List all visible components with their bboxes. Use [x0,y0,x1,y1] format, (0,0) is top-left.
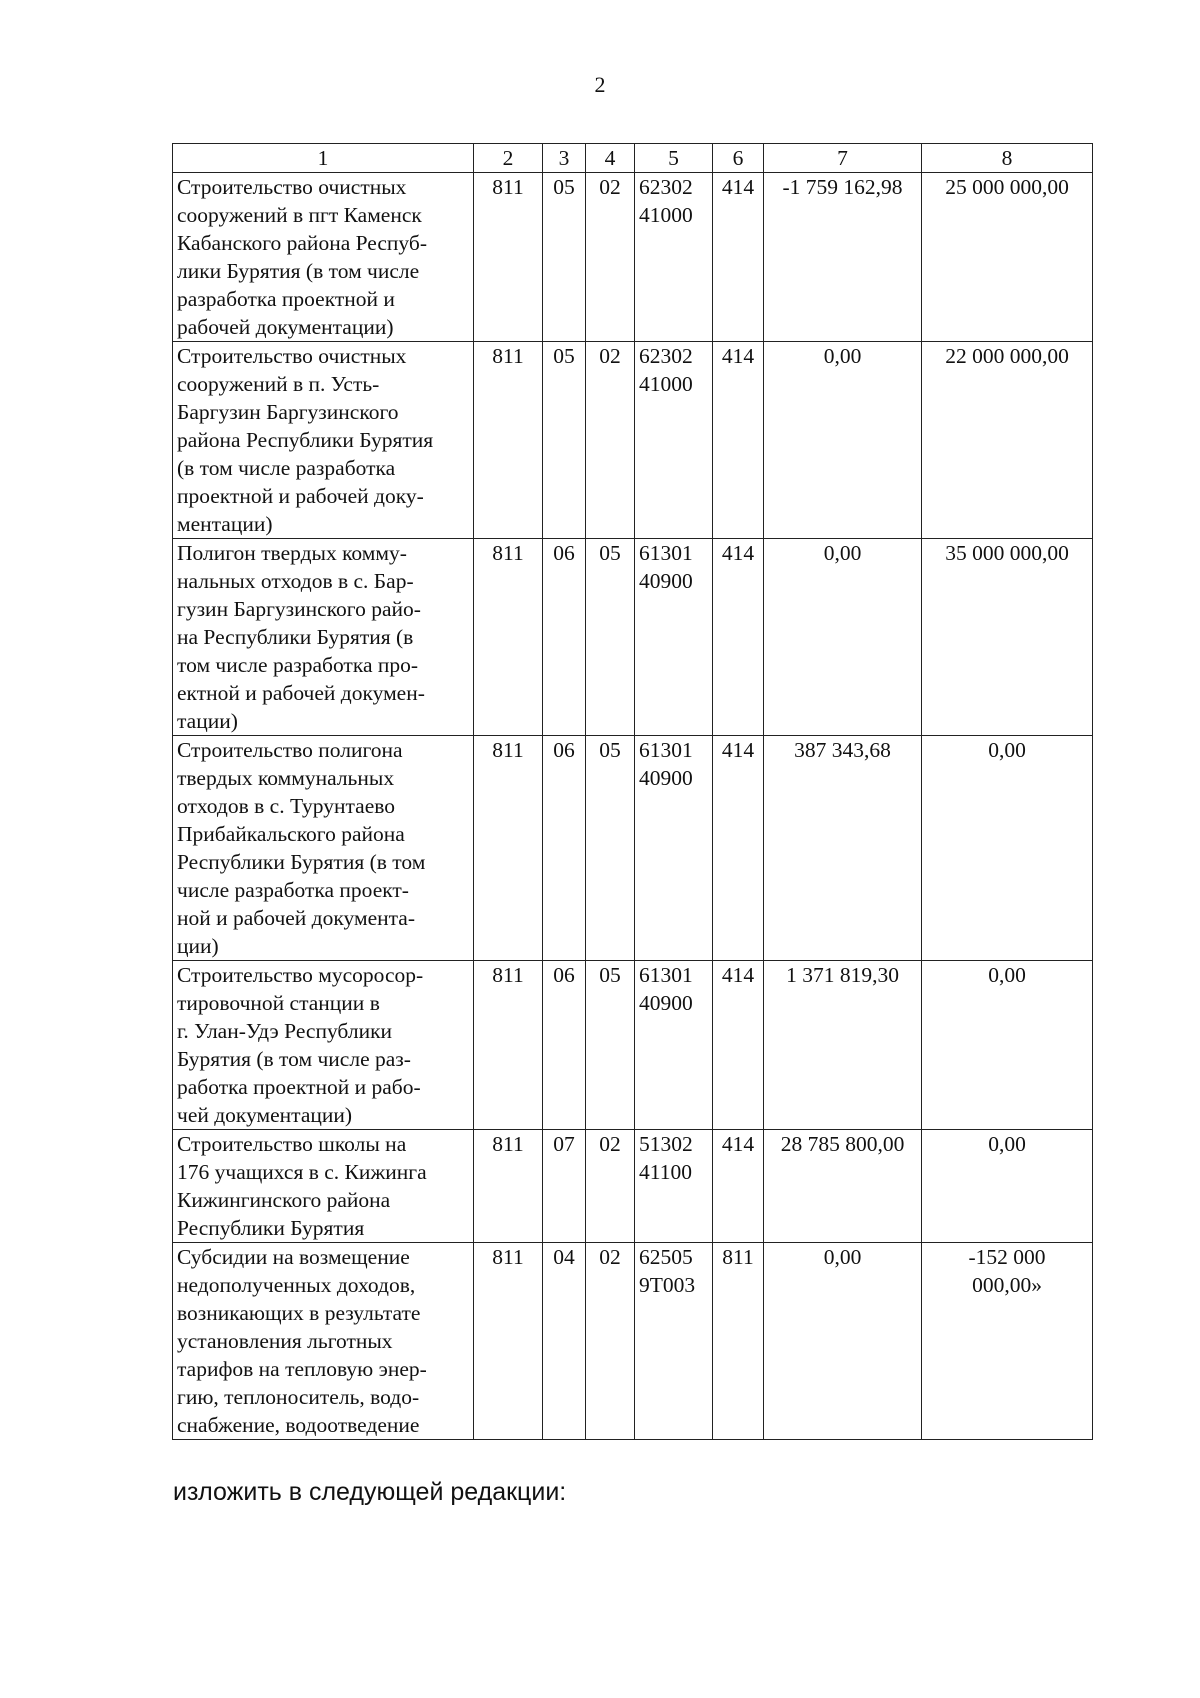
cell-line: разработка проектной и [177,287,395,311]
budget-table [172,143,1093,1440]
ministry-code-cell: 811 [474,342,543,539]
subsection-code-cell: 02 [586,1130,635,1243]
cell-line: работка проектной и рабо- [177,1075,421,1099]
cell-line: снабжение, водоотведение [177,1413,420,1437]
cell-line: установления льготных [177,1329,393,1353]
page-number: 2 [594,72,606,97]
cell-line: лики Бурятия (в том числе [177,259,420,283]
column-header: 4 [586,144,635,173]
cell-line: 62302 [639,344,693,368]
cell-line: 176 учащихся в с. Кижинга [177,1160,427,1184]
item-name-cell [173,342,474,539]
section-code-cell: 06 [543,961,586,1130]
amount-col7-cell: 0,00 [764,1243,922,1440]
cell-line: сооружений в пгт Каменск [177,203,422,227]
subsection-code-cell: 05 [586,961,635,1130]
cell-line: сооружений в п. Усть- [177,372,380,396]
cell-line: Строительство полигона [177,738,403,762]
cell-line: недополученных доходов, [177,1273,416,1297]
table-row [173,961,1093,1130]
cell-line: тировочной станции в [177,991,380,1015]
cell-line: ектной и рабочей докумен- [177,681,425,705]
table-body [173,173,1093,1440]
cell-line: на Республики Бурятия (в [177,625,414,649]
cell-line: Прибайкальского района [177,822,405,846]
cell-line: района Республики Бурятия [177,428,434,452]
item-name-cell [173,736,474,961]
amount-col8-cell: 0,00 [922,736,1093,961]
cell-line: 61301 [639,541,693,565]
expense-type-cell: 414 [713,342,764,539]
cell-line: 41000 [639,372,693,396]
target-article-cell [635,1130,713,1243]
section-code-cell: 07 [543,1130,586,1243]
amount-col7-cell: 0,00 [764,342,922,539]
target-article-cell [635,1243,713,1440]
ministry-code-cell: 811 [474,173,543,342]
cell-line: Кижингинского района [177,1188,391,1212]
cell-line: ции) [177,934,219,958]
item-name-cell [173,961,474,1130]
cell-line: Бурятия (в том числе раз- [177,1047,411,1071]
expense-type-cell: 414 [713,1130,764,1243]
cell-line: твердых коммунальных [177,766,395,790]
cell-line: 41000 [639,203,693,227]
cell-line: Кабанского района Респуб- [177,231,427,255]
expense-type-cell: 414 [713,539,764,736]
item-name-cell [173,173,474,342]
subsection-code-cell: 02 [586,173,635,342]
cell-line: 9Т003 [639,1273,696,1297]
table-row [173,1243,1093,1440]
cell-line: 61301 [639,963,693,987]
amount-col8-cell: 0,00 [922,1130,1093,1243]
amount-col7-cell: 28 785 800,00 [764,1130,922,1243]
cell-line: возникающих в результате [177,1301,421,1325]
target-article-cell [635,736,713,961]
ministry-code-cell: 811 [474,1243,543,1440]
subsection-code-cell: 02 [586,342,635,539]
cell-line: рабочей документации) [177,315,394,339]
column-header: 3 [543,144,586,173]
cell-line: 40900 [639,766,693,790]
cell-line: Строительство мусоросор- [177,963,424,987]
cell-line: нальных отходов в с. Бар- [177,569,414,593]
item-name-cell [173,1243,474,1440]
subsection-code-cell: 05 [586,736,635,961]
cell-line: 62505 [639,1245,693,1269]
cell-line: Субсидии на возмещение [177,1245,410,1269]
subsection-code-cell: 05 [586,539,635,736]
table-header-row [173,144,1093,173]
table-row [173,539,1093,736]
item-name-cell [173,539,474,736]
section-code-cell: 05 [543,342,586,539]
amount-col8-cell [922,1243,1093,1440]
cell-line: (в том числе разработка [177,456,396,480]
cell-line: 51302 [639,1132,693,1156]
expense-type-cell: 811 [713,1243,764,1440]
section-code-cell: 06 [543,539,586,736]
ministry-code-cell: 811 [474,736,543,961]
column-header: 7 [764,144,922,173]
column-header: 2 [474,144,543,173]
cell-line: отходов в с. Турунтаево [177,794,395,818]
cell-line: Баргузин Баргузинского [177,400,399,424]
cell-line: -152 000 [968,1245,1046,1269]
cell-line: г. Улан-Удэ Республики [177,1019,393,1043]
amount-col8-cell: 22 000 000,00 [922,342,1093,539]
amount-col7-cell: -1 759 162,98 [764,173,922,342]
column-header: 5 [635,144,713,173]
amount-col7-cell: 1 371 819,30 [764,961,922,1130]
cell-line: Строительство очистных [177,344,407,368]
ministry-code-cell: 811 [474,539,543,736]
amount-col8-cell: 0,00 [922,961,1093,1130]
target-article-cell [635,961,713,1130]
section-code-cell: 05 [543,173,586,342]
expense-type-cell: 414 [713,961,764,1130]
table-row [173,342,1093,539]
cell-line: Полигон твердых комму- [177,541,407,565]
table-row [173,736,1093,961]
cell-line: гузин Баргузинского райо- [177,597,421,621]
cell-line: Строительство школы на [177,1132,407,1156]
cell-line: чей документации) [177,1103,353,1127]
target-article-cell [635,173,713,342]
cell-line: гию, теплоноситель, водо- [177,1385,420,1409]
amount-col7-cell: 0,00 [764,539,922,736]
cell-line: 61301 [639,738,693,762]
amount-col7-cell: 387 343,68 [764,736,922,961]
column-header: 1 [173,144,474,173]
cell-line: 40900 [639,569,693,593]
ministry-code-cell: 811 [474,961,543,1130]
cell-line: проектной и рабочей доку- [177,484,424,508]
cell-line: 000,00» [972,1273,1042,1297]
cell-line: Республики Бурятия (в том [177,850,426,874]
instruction-text: изложить в следующей редакции: [173,1478,567,1506]
target-article-cell [635,539,713,736]
section-code-cell: 04 [543,1243,586,1440]
cell-line: тации) [177,709,238,733]
cell-line: числе разработка проект- [177,878,409,902]
cell-line: ной и рабочей документа- [177,906,415,930]
expense-type-cell: 414 [713,173,764,342]
ministry-code-cell: 811 [474,1130,543,1243]
table-row [173,1130,1093,1243]
column-header: 8 [922,144,1093,173]
table-row [173,173,1093,342]
cell-line: Строительство очистных [177,175,407,199]
target-article-cell [635,342,713,539]
subsection-code-cell: 02 [586,1243,635,1440]
section-code-cell: 06 [543,736,586,961]
cell-line: Республики Бурятия [177,1216,365,1240]
amount-col8-cell: 25 000 000,00 [922,173,1093,342]
cell-line: 62302 [639,175,693,199]
cell-line: том числе разработка про- [177,653,419,677]
cell-line: 41100 [639,1160,692,1184]
cell-line: тарифов на тепловую энер- [177,1357,427,1381]
column-header: 6 [713,144,764,173]
cell-line: ментации) [177,512,273,536]
expense-type-cell: 414 [713,736,764,961]
cell-line: 40900 [639,991,693,1015]
amount-col8-cell: 35 000 000,00 [922,539,1093,736]
item-name-cell [173,1130,474,1243]
